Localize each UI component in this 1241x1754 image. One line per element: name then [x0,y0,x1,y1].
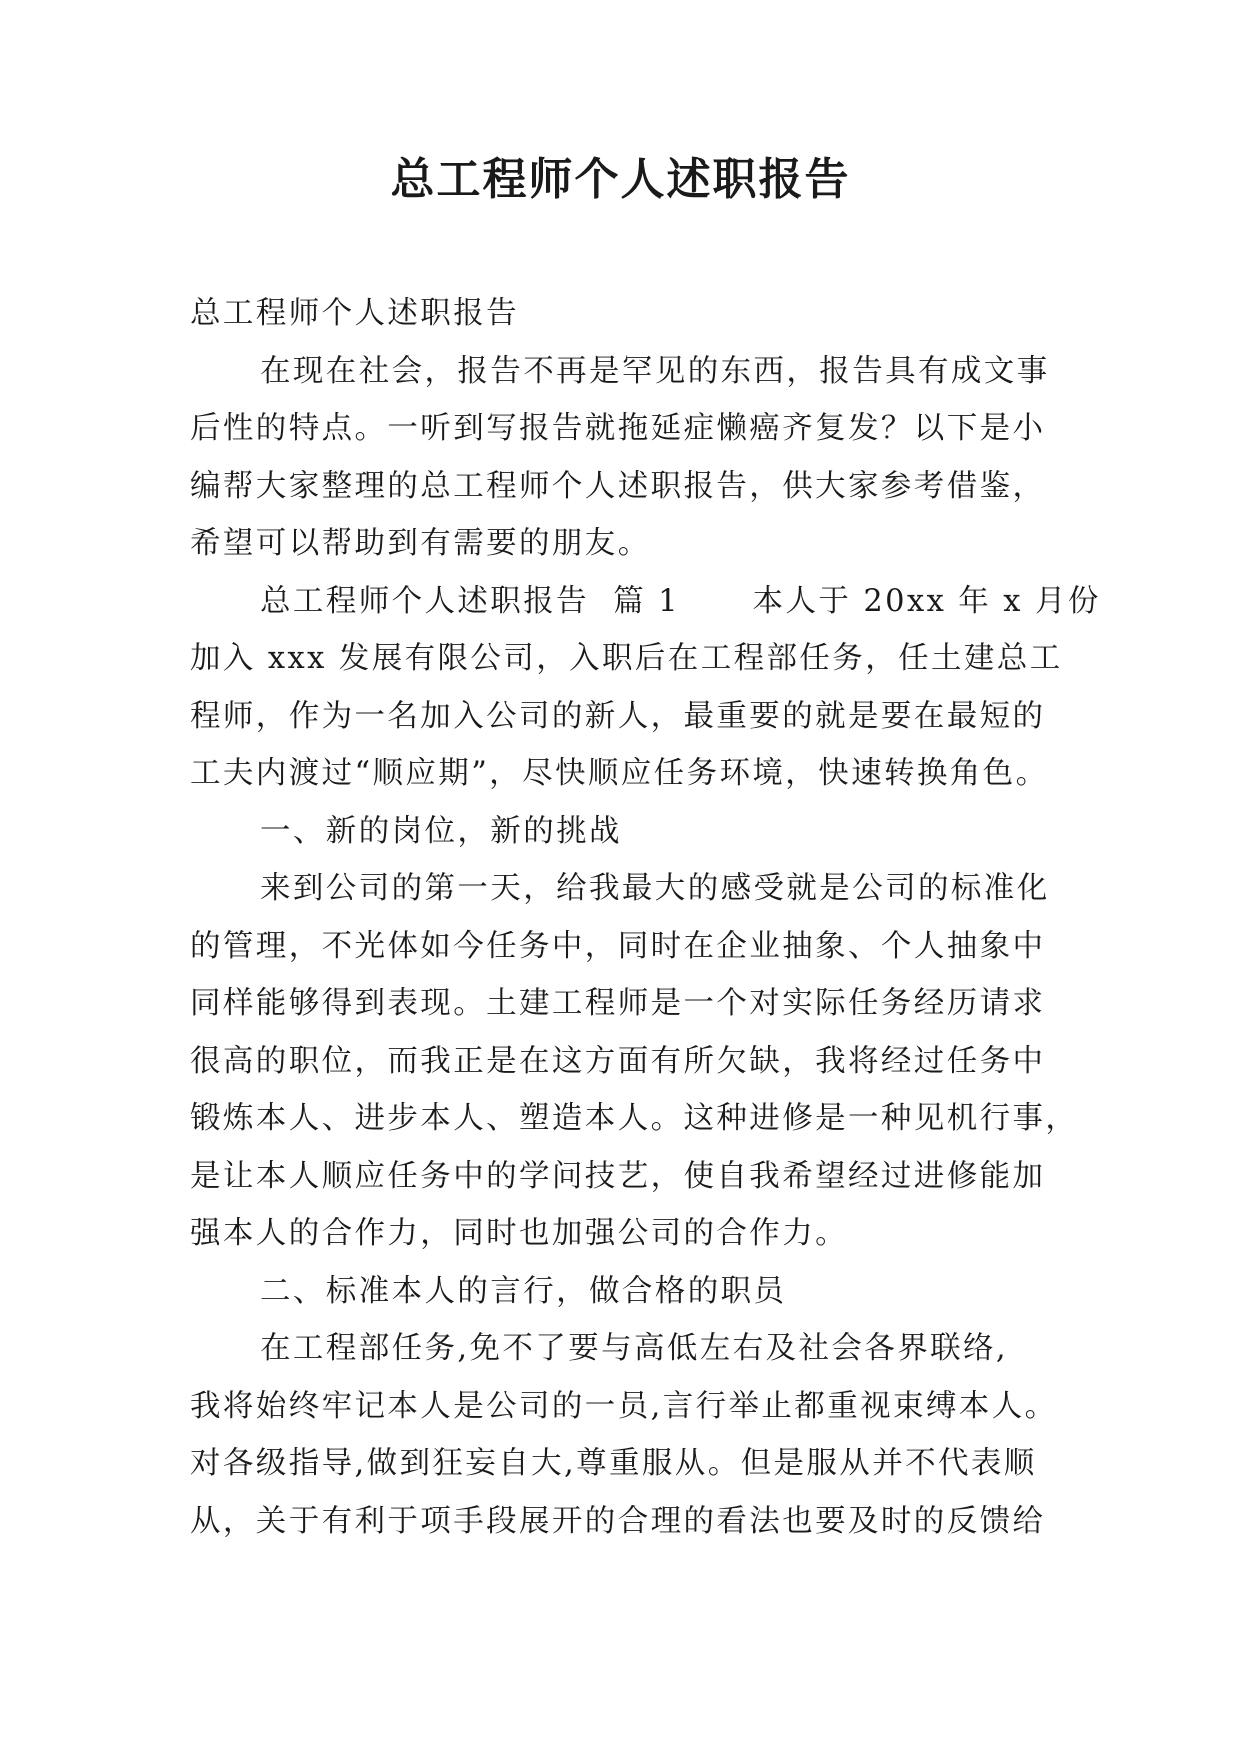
text-line: 来到公司的第一天，给我最大的感受就是公司的标准化 [260,871,1050,906]
text-line: 的管理，不光体如今任务中，同时在企业抽象、个人抽象中 [190,928,1046,964]
text-line: 加入 xxx 发展有限公司，入职后在工程部任务，任土建总工 [190,641,1063,676]
text-line: 总工程师个人述职报告 篇 1 本人于 20xx 年 x 月份 [260,583,1101,619]
text-line: 工夫内渡过“顺应期”，尽快顺应任务环境，快速转换角色。 [190,756,1049,791]
text-line: 强本人的合作力，同时也加强公司的合作力。 [190,1216,848,1251]
text-line: 程师，作为一名加入公司的新人，最重要的就是要在最短的 [190,698,1046,734]
text-line: 一、新的岗位，新的挑战 [260,813,622,849]
document-body [190,285,1101,1550]
text-line: 很高的职位，而我正是在这方面有所欠缺，我将经过任务中 [190,1043,1046,1079]
text-line: 同样能够得到表现。土建工程师是一个对实际任务经历请求 [190,986,1046,1021]
text-line: 我将始终牢记本人是公司的一员,言行举止都重视束缚本人。 [190,1388,1058,1424]
text-line: 编帮大家整理的总工程师个人述职报告，供大家参考借鉴， [190,468,1046,504]
document-title: 总工程师个人述职报告 [390,154,851,205]
text-line: 对各级指导,做到狂妄自大,尊重服从。但是服从并不代表顺 [190,1446,1037,1481]
text-line: 在工程部任务,免不了要与高低左右及社会各界联络, [260,1331,1008,1366]
text-line: 总工程师个人述职报告 [190,296,519,331]
text-line: 锻炼本人、进步本人、塑造本人。这种进修是一种见机行事， [190,1101,1079,1136]
text-line: 二、标准本人的言行，做合格的职员 [260,1273,787,1309]
text-line: 是让本人顺应任务中的学问技艺，使自我希望经过进修能加 [190,1158,1046,1194]
text-line: 在现在社会，报告不再是罕见的东西，报告具有成文事 [260,353,1050,389]
text-line: 希望可以帮助到有需要的朋友。 [190,526,651,561]
text-line: 后性的特点。一听到写报告就拖延症懒癌齐复发？以下是小 [190,411,1046,446]
text-line: 从，关于有利于项手段展开的合理的看法也要及时的反馈给 [190,1503,1046,1539]
